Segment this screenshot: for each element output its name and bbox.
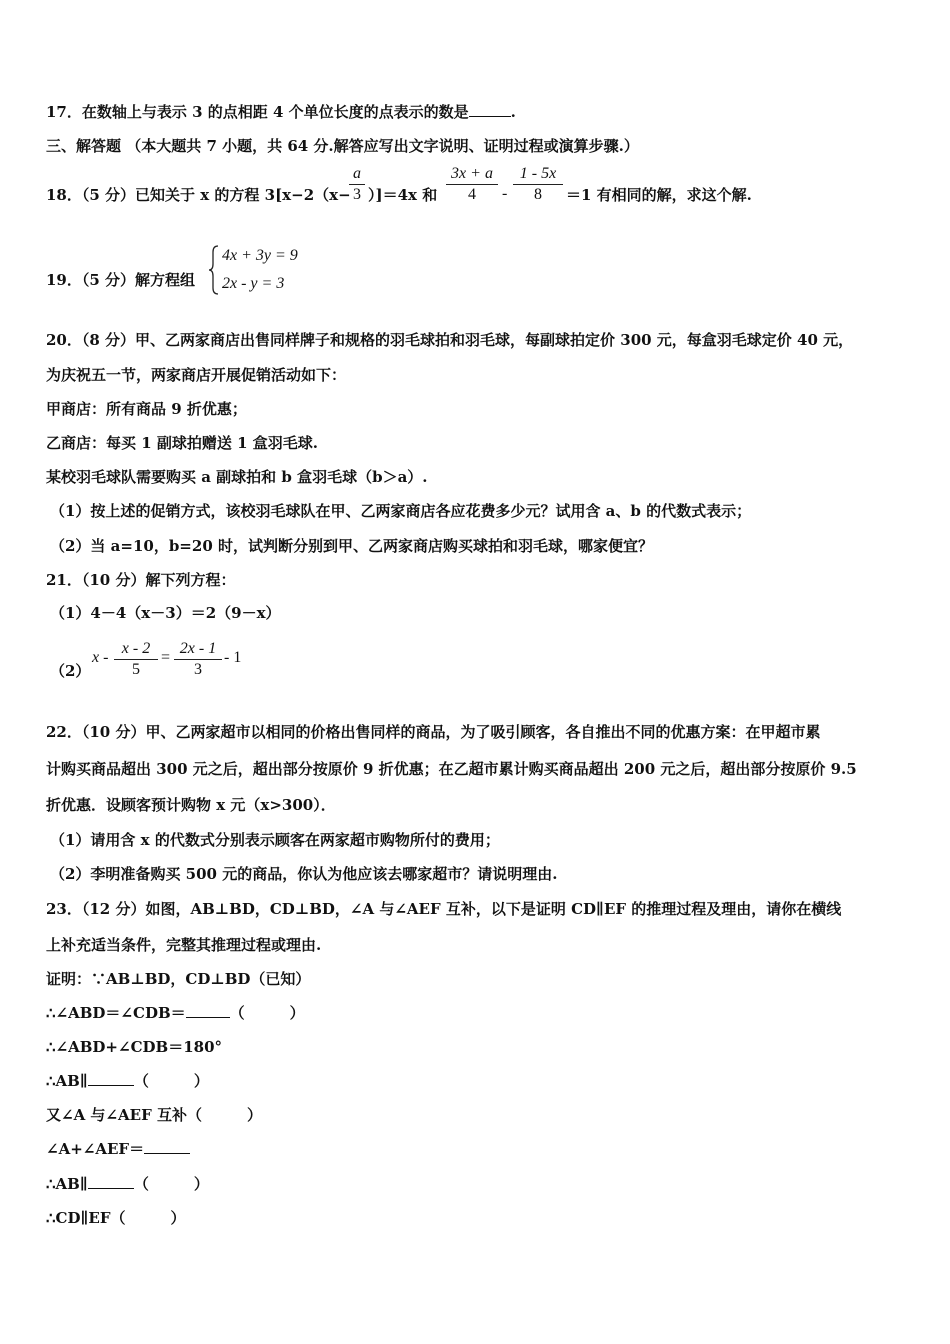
proof-step-5: 又∠A 与∠AEF 互补（ ） [46, 1106, 262, 1124]
equation-1: 4x + 3y = 9 [222, 247, 298, 264]
fraction-denominator: 8 [534, 186, 542, 203]
fraction-1-minus-5x-over-8 [513, 164, 563, 205]
fraction-numerator: 1 - 5x [513, 164, 563, 185]
question-20-line2: 为庆祝五一节，两家商店开展促销活动如下： [46, 366, 347, 384]
reason-blank[interactable]: （ ） [133, 1175, 209, 1193]
question-22-line3: 折优惠．设顾客预计购物 x 元（x>300）． [46, 796, 336, 814]
question-18-prefix: 18．（5 分）已知关于 x 的方程 3[x−2（x− [46, 186, 351, 204]
system-brace-icon [208, 244, 220, 296]
fraction-numerator: 2x - 1 [174, 639, 222, 660]
equals-sign: = [161, 649, 171, 666]
fraction-2x-minus-1-over-3 [174, 639, 222, 680]
question-22-line2: 计购买商品超出 300 元之后，超出部分按原价 9 折优惠；在乙超市累计购买商品超出 200 元之后，超出部分按原价 9.5 [46, 760, 857, 778]
question-20-line1: 20．（8 分）甲、乙两家商店出售同样牌子和规格的羽毛球拍和羽毛球，每副球拍定价 300 元，每盒羽毛球定价 40 元， [46, 331, 854, 349]
question-20-sub1: （1）按上述的促销方式，该校羽毛球队在甲、乙两家商店各应花费多少元？试用含 a、b 的代数式表示； [50, 502, 752, 520]
question-22-sub2: （2）李明准备购买 500 元的商品，你认为他应该去哪家超市？请说明理由. [50, 865, 558, 883]
proof-step-7 [46, 1174, 209, 1194]
question-21-sub1: （1）4－4（x－3）＝2（9－x） [50, 604, 281, 622]
reason-blank[interactable]: （ ） [133, 1072, 209, 1090]
proof-step-4 [46, 1071, 209, 1091]
question-23-line2: 上补充适当条件，完整其推理过程或理由. [46, 936, 322, 954]
fraction-denominator: 5 [132, 661, 140, 678]
proof-step-7-text: ∴AB∥ [46, 1175, 88, 1193]
answer-blank[interactable] [186, 1003, 230, 1018]
proof-step-3: ∴∠ABD+∠CDB＝180° [46, 1038, 223, 1056]
answer-blank[interactable] [469, 102, 511, 117]
fraction-x-minus-2-over-5 [114, 639, 158, 680]
proof-step-8: ∴CD∥EF（ ） [46, 1209, 186, 1227]
fraction-numerator: a [349, 164, 365, 185]
answer-blank[interactable] [144, 1139, 190, 1154]
fraction-numerator: 3x + a [446, 164, 498, 185]
section-title: 三、解答题 （本大题共 7 小题，共 64 分.解答应写出文字说明、证明过程或演算步骤.） [46, 137, 639, 155]
equation-2: 2x - y = 3 [222, 275, 285, 292]
fraction-denominator: 3 [353, 186, 361, 203]
question-21-sub2-label: （2） [50, 662, 91, 680]
answer-blank[interactable] [88, 1174, 134, 1189]
question-18-mid: ）]＝4x 和 [368, 186, 438, 204]
proof-step-1: 证明：∵AB⊥BD，CD⊥BD（已知） [46, 970, 311, 988]
question-23-line1: 23．（12 分）如图，AB⊥BD，CD⊥BD，∠A 与∠AEF 互补，以下是证明 CD∥EF 的推理过程及理由，请你在横线 [46, 900, 842, 918]
fraction-a-over-3 [349, 164, 365, 205]
question-22-sub1: （1）请用含 x 的代数式分别表示顾客在两家超市购物所付的费用； [50, 831, 500, 849]
proof-step-2 [46, 1003, 305, 1023]
question-17-end: . [510, 103, 516, 121]
reason-blank[interactable]: （ ） [229, 1004, 305, 1022]
question-19-label: 19．（5 分）解方程组 [46, 271, 196, 289]
answer-blank[interactable] [88, 1071, 134, 1086]
proof-step-4-text: ∴AB∥ [46, 1072, 88, 1090]
fraction-denominator: 3 [194, 661, 202, 678]
minus-sign: - [502, 185, 508, 202]
fraction-3x-plus-a-over-4 [446, 164, 498, 205]
proof-step-2-text: ∴∠ABD＝∠CDB＝ [46, 1004, 186, 1022]
equation-x-minus: x - [92, 649, 109, 666]
equation-tail: - 1 [224, 649, 242, 666]
question-20-line4: 乙商店：每买 1 副球拍赠送 1 盒羽毛球. [46, 434, 318, 452]
question-20-line5: 某校羽毛球队需要购买 a 副球拍和 b 盒羽毛球（b＞a）. [46, 468, 428, 486]
fraction-numerator: x - 2 [114, 639, 158, 660]
proof-step-6-text: ∠A+∠AEF＝ [46, 1140, 145, 1158]
question-17-text: 17．在数轴上与表示 3 的点相距 4 个单位长度的点表示的数是 [46, 103, 469, 121]
question-21-label: 21．（10 分）解下列方程： [46, 571, 236, 589]
proof-step-6 [46, 1139, 190, 1159]
fraction-denominator: 4 [468, 186, 476, 203]
question-22-line1: 22．（10 分）甲、乙两家超市以相同的价格出售同样的商品，为了吸引顾客，各自推出不同的优惠方案：在甲超市累 [46, 723, 821, 741]
question-18-suffix: ＝1 有相同的解，求这个解. [566, 186, 752, 204]
question-17 [46, 102, 516, 122]
question-20-line3: 甲商店：所有商品 9 折优惠； [46, 400, 247, 418]
question-20-sub2: （2）当 a=10，b=20 时，试判断分别到甲、乙两家商店购买球拍和羽毛球，哪家便宜？ [50, 537, 653, 555]
